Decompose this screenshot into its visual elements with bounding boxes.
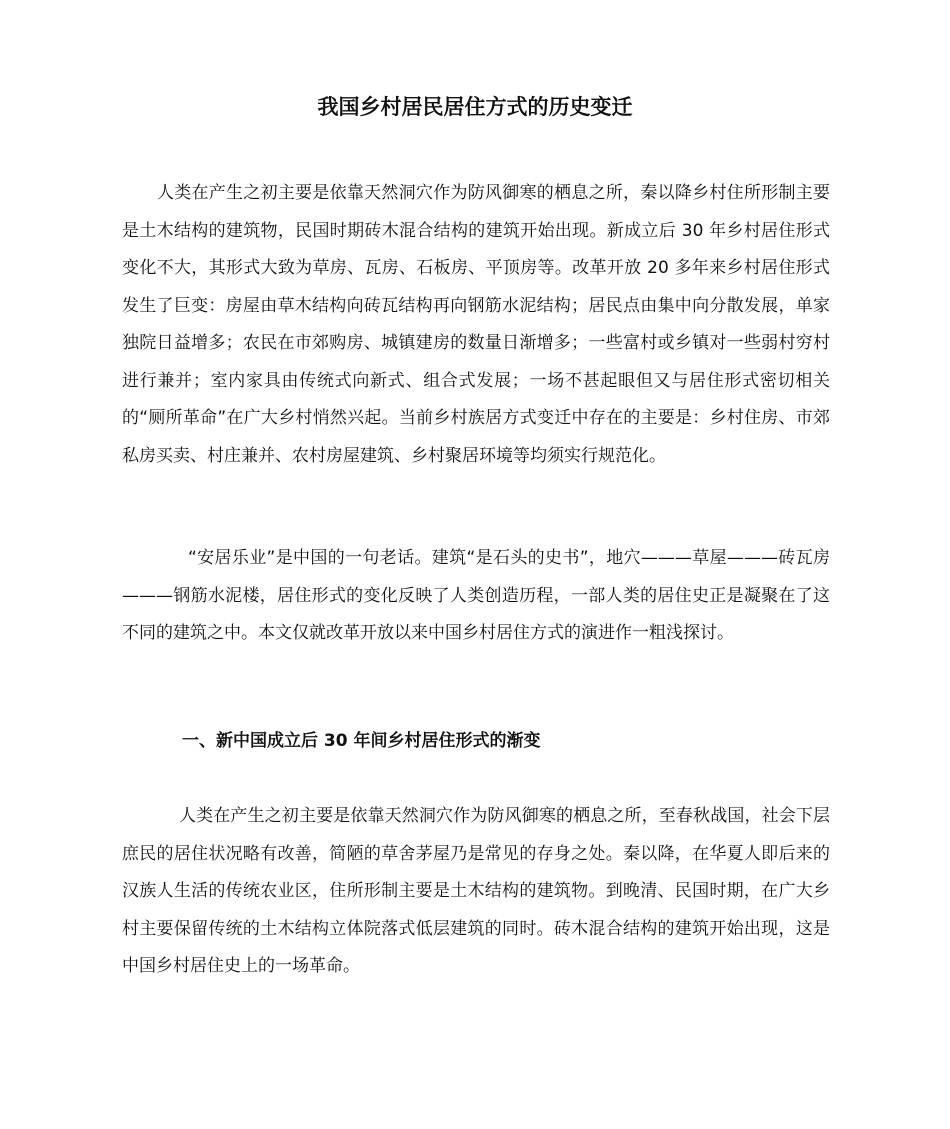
intro-paragraph-2: “安居乐业”是中国的一句老话。建筑“是石头的史书”，地穴———草屋———砖瓦房———钢筋水泥楼，居住形式的变化反映了人类创造历程，一部人类的居住史正是凝聚在了这不同的建筑之中。本文仅就改革开放以来中国乡村居住方式的演进作一粗浅探讨。: [122, 548, 830, 643]
document-title: 我国乡村居民居住方式的历史变迁: [317, 95, 633, 119]
section-heading: 一、新中国成立后 30 年间乡村居住形式的渐变: [182, 731, 541, 751]
section-paragraph-1: 人类在产生之初主要是依靠天然洞穴作为防风御寒的栖息之所，至春秋战国，社会下层庶民的居住状况略有改善，简陋的草舍茅屋乃是常见的存身之处。秦以降，在华夏人即后来的汉族人生活的传统农业区，住所形制主要是土木结构的建筑物。到晚清、民国时期，在广大乡村主要保留传统的土木结构立体院落式低层建筑的同时。砖木混合结构的建筑开始出现，这是中国乡村居住史上的一场革命。: [122, 806, 830, 976]
intro-paragraph-1: 人类在产生之初主要是依靠天然洞穴作为防风御寒的栖息之所，秦以降乡村住所形制主要是土木结构的建筑物，民国时期砖木混合结构的建筑开始出现。新成立后 30 年乡村居住形式变化不大，其形式大致为草房、瓦房、石板房、平顶房等。改革开放 20 多年来乡村居住形式发生了巨变：房屋由草木结构向砖瓦结构再向钢筋水泥结构；居民点由集中向分散发展，单家独院日益增多；农民在市郊购房、城镇建房的数量日渐增多；一些富村或乡镇对一些弱村穷村进行兼并；室内家具由传统式向新式、组合式发展；一场不甚起眼但又与居住形式密切相关的“厕所革命”在广大乡村悄然兴起。当前乡村族居方式变迁中存在的主要是：乡村住房、市郊私房买卖、村庄兼并、农村房屋建筑、乡村聚居环境等均须实行规范化。: [122, 183, 830, 466]
